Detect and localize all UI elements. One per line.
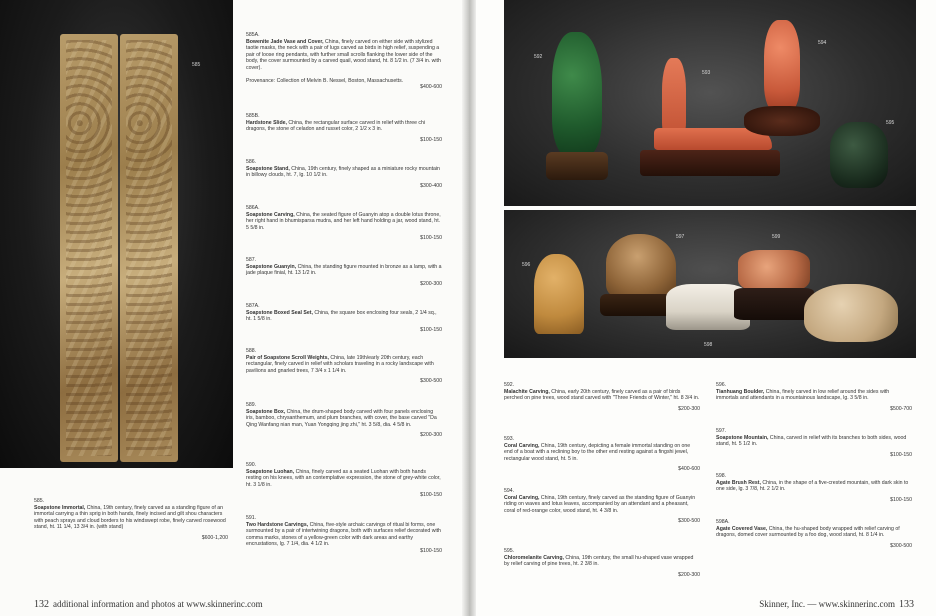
tianhuang-boulder: [534, 254, 584, 334]
lot-title: Malachite Carving,: [504, 388, 550, 395]
lot-description: China, finely carved as a seated Luohan with both hands resting on his knees, with an contemplative expression, the stone of grey-white color, ht. 3 1/8 in.: [246, 468, 441, 488]
lot-provenance: Provenance: Collection of Melvin B. Nessel, Boston, Massachusetts.: [246, 77, 404, 84]
lot-number: 590.: [246, 462, 257, 468]
lot-description: China, finely carved on either side with stylized taotie masks, the neck with a pair of lugs carved as birds in high relief, suspending a pair of loose ring pendants, with further small scrolls flanking the lower side of the body, the cover surmounted by a carved quail, wood stand, ht. 8 1/2 in. (7 3/4 in. with cover).: [246, 38, 441, 71]
lot-estimate: $400-600: [678, 466, 700, 473]
lot-estimate: $300-500: [890, 542, 912, 549]
lot-title: Coral Carving,: [504, 442, 540, 449]
lot-caption-585: [34, 498, 228, 542]
stone-boulder: [804, 284, 898, 342]
lot-description: China, carved in relief with its branches to both sides, wood stand, ht. 5 1/2 in.: [716, 434, 907, 448]
lot-estimate: $300-400: [420, 182, 442, 189]
malachite-carving: [546, 32, 608, 180]
lot-number: 589.: [246, 402, 257, 408]
lot-estimate: $100-150: [420, 547, 442, 554]
lot-description: China, the seated figure of Guanyin atop a double lotus throne, her right hand in bhumisparsa mudra, and her left hand holding a jar, wood stand, ht. 5 5/8 in.: [246, 211, 441, 231]
lot-number: 591.: [246, 515, 257, 521]
lot-estimate: $100-150: [420, 235, 442, 242]
hardstone-carvings-photo: [504, 0, 916, 206]
lot-594: [504, 488, 700, 525]
lot-estimate: $200-300: [678, 405, 700, 412]
lot-591: [246, 515, 442, 555]
lot-595: [504, 548, 700, 578]
lot-description: China, the hu-shaped body wrapped with relief carving of dragons, domed cover surmounted by a foo dog, wood stand, ht. 8 1/4 in.: [716, 525, 900, 539]
coral-guanyin-carving: [742, 20, 822, 138]
lot-number: 586A.: [246, 205, 260, 211]
lot-number: 596.: [716, 382, 727, 388]
lot-estimate: $100-150: [890, 451, 912, 458]
lot-title: Soapstone Carving,: [246, 211, 295, 218]
lot-description: China, the square box enclosing four seals, 2 1/4 sq., ht. 1 5/8 in.: [246, 309, 437, 323]
lot-number: 598A.: [716, 519, 730, 525]
photo-tag-593: 593: [702, 70, 711, 76]
lot-description: China, finely carved in low relief around the sides with immortals and attendants in a mountainous landscape, lg. 3 5/8 in.: [716, 388, 890, 402]
lot-title: Hardstone Slide,: [246, 119, 287, 126]
page-number: 133: [899, 599, 914, 610]
chloromelanite-vase: [830, 122, 888, 188]
lot-description: China, early 20th century, finely carved as a pair of birds perched on pine trees, wood stand carved with "Three Friends of Winter," ht. 8 3/4 in.: [504, 388, 700, 402]
lot-590: [246, 462, 442, 499]
lot-estimate: $100-150: [890, 496, 912, 503]
photo-tag-597: 597: [676, 234, 685, 240]
lot-title: Soapstone Guanyin,: [246, 263, 297, 270]
lot-description: China, the standing figure mounted in bronze as a lamp, with a jade plaque finial, ht. 13 1/2 in.: [246, 263, 442, 277]
lot-592: [504, 382, 700, 412]
lot-587: [246, 257, 442, 287]
lot-estimate: $100-150: [420, 326, 442, 333]
photo-tag-596: 596: [522, 262, 531, 268]
lot-593: [504, 436, 700, 473]
photo-lot-tag: 585: [192, 62, 201, 68]
book-gutter: [462, 0, 476, 616]
lot-number: 598.: [716, 473, 727, 479]
scroll-weight-left: [60, 34, 118, 462]
lot-586a: [246, 205, 442, 242]
lot-589: [246, 402, 442, 439]
lot-description: China, in the shape of a five-crested mountain, with dark skin to one side, lg. 3 7/8, ht. 2 1/2 in.: [716, 479, 909, 493]
lot-title: Agate Brush Rest,: [716, 479, 761, 486]
lot-586: [246, 159, 442, 189]
lot-number: 594.: [504, 488, 515, 494]
lot-598: [716, 473, 912, 503]
lot-number: 585A.: [246, 32, 260, 38]
lot-description: China, 19th century, finely shaped as a miniature rocky mountain in billowy clouds, ht. 7, lg. 10 1/2 in.: [246, 165, 440, 179]
lot-title: Tianhuang Boulder,: [716, 388, 765, 395]
lot-598a: [716, 519, 912, 549]
lot-estimate: $200-300: [420, 432, 442, 439]
lot-597: [716, 428, 912, 458]
photo-tag-592: 592: [534, 54, 543, 60]
footer-left: [34, 599, 263, 610]
photo-tag-599: 599: [772, 234, 781, 240]
lot-estimate: $300-500: [678, 518, 700, 525]
lot-title: Soapstone Boxed Seal Set,: [246, 309, 313, 316]
lot-585a: [246, 32, 442, 91]
lot-estimate: $300-500: [420, 378, 442, 385]
lot-number: 595.: [504, 548, 515, 554]
lot-585b: [246, 113, 442, 143]
lot-title: Soapstone Mountain,: [716, 434, 769, 441]
footer-text: Skinner, Inc. — www.skinnerinc.com: [759, 599, 895, 609]
lot-number: 585B.: [246, 113, 260, 119]
footer-right: [759, 599, 914, 610]
lot-title: Soapstone Stand,: [246, 165, 290, 172]
lot-title: Coral Carving,: [504, 494, 540, 501]
lot-number: 597.: [716, 428, 727, 434]
lot-596: [716, 382, 912, 412]
lot-description: China, late 19th/early 20th century, each rectangular, finely carved in relief with scholars traveling in a rocky landscape with pavilions and gnarled trees, 7 3/4 x 1 1/4 in.: [246, 354, 434, 374]
lot-587a: [246, 303, 442, 333]
soapstone-agate-photo: [504, 210, 916, 358]
lot-estimate: $400-600: [420, 84, 442, 91]
lot-description: China, the rectangular surface carved in relief with three chi dragons, the stone of celadon and russet color, 2 1/2 x 3 in.: [246, 119, 426, 133]
lot-title: Soapstone Immortal,: [34, 504, 86, 511]
lot-description: China, 19th century, the small hu-shaped vase wrapped by relief carving of pine trees, ht. 2 3/8 in.: [504, 554, 694, 568]
photo-tag-598: 598: [704, 342, 713, 348]
lot-number: 587A.: [246, 303, 260, 309]
lot-title: Soapstone Luohan,: [246, 468, 295, 475]
lot-number: 585.: [34, 498, 45, 504]
lot-estimate: $600-1,200: [201, 534, 228, 541]
lot-estimate: $100-150: [420, 492, 442, 499]
lot-number: 587.: [246, 257, 257, 263]
lot-number: 588.: [246, 348, 257, 354]
lot-title: Agate Covered Vase,: [716, 525, 768, 532]
lot-title: Soapstone Box,: [246, 408, 286, 415]
lot-title: Two Hardstone Carvings,: [246, 521, 309, 528]
footer-text: additional information and photos at www.skinnerinc.com: [53, 599, 263, 609]
page-number: 132: [34, 599, 49, 610]
lot-title: Bowenite Jade Vase and Cover,: [246, 38, 324, 45]
lot-title: Chloromelanite Carving,: [504, 554, 564, 561]
photo-tag-594: 594: [818, 40, 827, 46]
lot-estimate: $100-150: [420, 136, 442, 143]
photo-tag-595: 595: [886, 120, 895, 126]
agate-covered-vase: [734, 250, 814, 322]
lot-description: China, the drum-shaped body carved with four panels enclosing iris, bamboo, chrysanthemum, and plum branches, with cover, the base carved "Da Qing Wanfang nian man, Yuan Yongqing jing zhi," ht. 3 5/8, dia. 4 5/8 in.: [246, 408, 437, 428]
lot-estimate: $200-300: [678, 571, 700, 578]
lot-number: 586.: [246, 159, 257, 165]
lot-number: 592.: [504, 382, 515, 388]
lot-title: Pair of Soapstone Scroll Weights,: [246, 354, 329, 361]
lot-description: China, 19th century, finely carved as a standing figure of an immortal carrying a thin sprig in both hands, finely incised and gilt shou characters with peach sprays and cloud borders to his windswept robe, finely carved rosewood stand, ht. 11 1/4, 13 3/4 in. (with stand): [34, 504, 226, 531]
lot-description: China, 19th century, depicting a female immortal standing on one end of a boat with a reclining boy to the other end resting against a fingshi jewel, rectangular wood stand, ht. 5 in.: [504, 442, 691, 462]
lot-description: China, five-style archaic carvings of ritual bi forms, one surmounted by a pair of intertwining dragons, both with surfaces relief decorated with comma marks, stones of a yellow-green color with dark areas and earthy encrustations, lg. 7 1/4, dia. 4 1/2 in.: [246, 521, 441, 548]
soapstone-scroll-weights-photo: [0, 0, 233, 468]
lot-number: 593.: [504, 436, 515, 442]
lot-estimate: $500-700: [890, 405, 912, 412]
lot-588: [246, 348, 442, 385]
scroll-weight-right: [120, 34, 178, 462]
lot-estimate: $200-300: [420, 280, 442, 287]
lot-description: China, 19th century, finely carved as the standing figure of Guanyin riding on waves and lotus leaves, accompanied by an attendant and a pheasant, coral of red-orange color, wood stand, ht. 4 3/8 in.: [504, 494, 696, 514]
